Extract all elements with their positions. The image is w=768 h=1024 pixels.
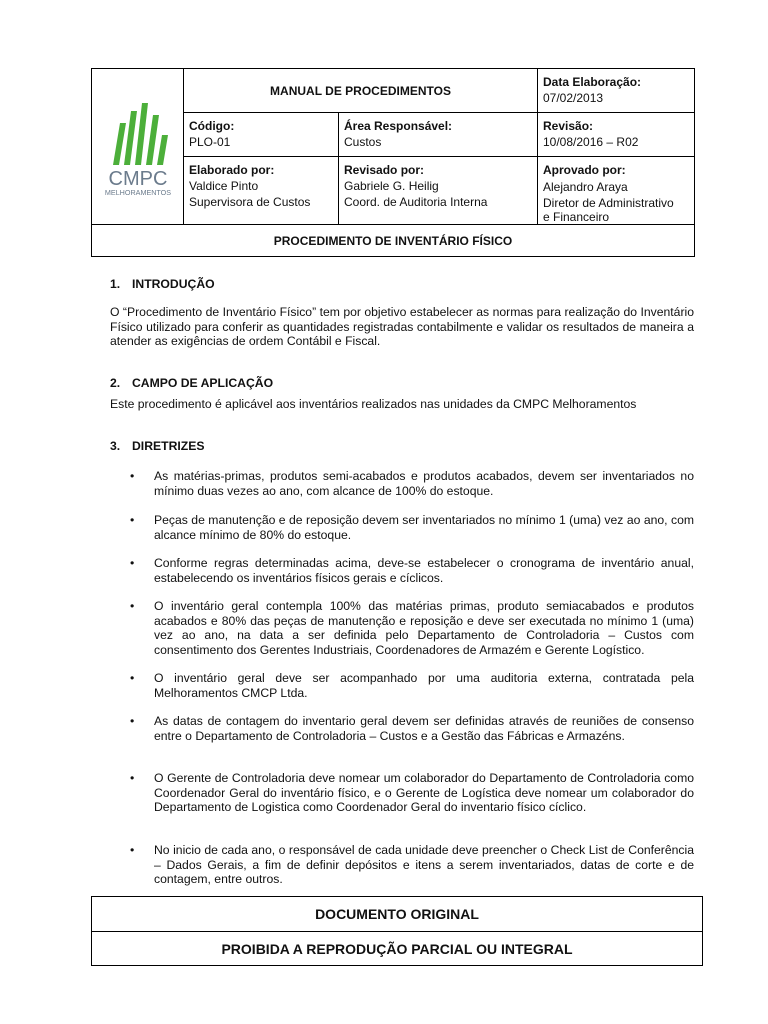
data-elaboracao-value: 07/02/2013 — [543, 91, 604, 105]
bullet-icon: • — [130, 714, 135, 728]
elaborado-role: Supervisora de Custos — [189, 195, 311, 209]
cmpc-logo — [103, 93, 173, 197]
bullet-icon: • — [130, 469, 135, 483]
list-item-text: As matérias-primas, produtos semi-acabados e produtos acabados, devem ser inventariados no mínimo duas vezes ao ano, com alcance de 100% do estoque. — [154, 469, 694, 498]
aprovado-label: Aprovado por: — [543, 163, 626, 177]
footer-proibida-reproducao: PROIBIDA A REPRODUÇÃO PARCIAL OU INTEGRAL — [221, 941, 573, 957]
bullet-icon: • — [130, 671, 135, 685]
aprovado-name: Alejandro Araya — [543, 180, 628, 194]
revisao-label: Revisão: — [543, 119, 594, 133]
list-item — [130, 843, 694, 887]
section-number: 1. — [110, 277, 121, 291]
logo-subtext: MELHORAMENTOS — [104, 187, 171, 197]
elaborado-name: Valdice Pinto — [189, 179, 259, 193]
revisado-role: Coord. de Auditoria Interna — [344, 195, 488, 209]
list-item — [130, 556, 694, 585]
list-item-text: No inicio de cada ano, o responsável de cada unidade deve preencher o Check List de Conferência – Dados Gerais, a fim de definir depósitos e itens a serem inventariados, datas de corte e de contagem, entre outros. — [154, 843, 694, 886]
area-responsavel-value: Custos — [344, 135, 382, 149]
elaborado-label: Elaborado por: — [189, 163, 275, 177]
list-item-text: O inventário geral contempla 100% das matérias primas, produto semiacabados e produtos acabados e 80% das peças de manutenção e reposição e deve ser executada no mínimo 1 (uma) vez ao ano, na data a ser definida pelo Departamento de Controladoria – Custos com consentimento dos Gerentes Industriais, Coordenadores de Armazém e Gerente Logístico. — [154, 599, 694, 657]
revisado-cell — [339, 157, 538, 225]
logo-text: CMPC — [108, 167, 167, 190]
aprovado-cell — [538, 157, 695, 225]
list-item — [130, 671, 694, 700]
manual-title: MANUAL DE PROCEDIMENTOS — [184, 69, 538, 113]
revisado-name: Gabriele G. Heilig — [344, 179, 439, 193]
data-elaboracao-cell — [538, 69, 695, 113]
list-item — [130, 469, 694, 498]
list-item — [130, 714, 694, 743]
elaborado-cell — [184, 157, 339, 225]
bullet-icon: • — [130, 513, 135, 527]
list-item-text: O Gerente de Controladoria deve nomear um colaborador do Departamento de Controladoria como Coordenador Geral do inventário físico, e o Gerente de Logística deve nomear um colaborador do Departamento de Logistica como Coordenador Geral do inventario físico cíclico. — [154, 771, 694, 814]
aprovado-role-1: Diretor de Administrativo — [543, 196, 674, 210]
logo-cell — [92, 69, 184, 225]
document-header-table — [91, 68, 695, 257]
aprovado-role-2: e Financeiro — [543, 210, 610, 224]
codigo-label: Código: — [189, 119, 235, 133]
section-diretrizes-heading — [110, 439, 204, 453]
area-responsavel-cell — [339, 113, 538, 157]
logo-bars-icon — [113, 103, 168, 165]
bullet-icon: • — [130, 556, 135, 570]
list-item-text: Conforme regras determinadas acima, deve-se estabelecer o cronograma de inventário anual, estabelecendo os inventários físicos gerais e cíclicos. — [154, 556, 694, 585]
list-item — [130, 513, 694, 542]
revisado-label: Revisado por: — [344, 163, 425, 177]
revisao-value: 10/08/2016 – R02 — [543, 135, 639, 149]
footer-documento-original: DOCUMENTO ORIGINAL — [92, 897, 702, 932]
footer-notice-box — [91, 896, 703, 966]
procedure-title: PROCEDIMENTO DE INVENTÁRIO FÍSICO — [92, 225, 695, 257]
revisao-cell — [538, 113, 695, 157]
bullet-icon: • — [130, 843, 135, 857]
list-item — [130, 599, 694, 657]
area-responsavel-label: Área Responsável: — [344, 119, 453, 133]
section-introducao-heading — [110, 277, 215, 291]
data-elaboracao-label: Data Elaboração: — [543, 75, 642, 89]
codigo-cell — [184, 113, 339, 157]
codigo-value: PLO-01 — [189, 135, 231, 149]
section-number: 2. — [110, 376, 121, 390]
bullet-icon: • — [130, 599, 135, 613]
list-item-text: Peças de manutenção e de reposição devem ser inventariados no mínimo 1 (uma) vez ao ano, com alcance mínimo de 80% do estoque. — [154, 513, 694, 542]
section-campo-aplicacao-heading — [110, 376, 273, 390]
bullet-icon: • — [130, 771, 135, 785]
section-campo-aplicacao-text: Este procedimento é aplicável aos inventários realizados nas unidades da CMPC Melhoramentos — [110, 397, 637, 411]
section-title: CAMPO DE APLICAÇÃO — [132, 376, 274, 390]
list-item-text: As datas de contagem do inventario geral devem ser definidas através de reuniões de consenso entre o Departamento de Controladoria – Custos e a Gestão das Fábricas e Armazéns. — [154, 714, 694, 743]
section-title: DIRETRIZES — [132, 439, 205, 453]
section-number: 3. — [110, 439, 121, 453]
list-item — [130, 771, 694, 815]
section-title: INTRODUÇÃO — [132, 277, 215, 291]
list-item-text: O inventário geral deve ser acompanhado por uma auditoria externa, contratada pela Melhoramentos CMCP Ltda. — [154, 671, 694, 700]
section-introducao-text: O “Procedimento de Inventário Físico” tem por objetivo estabelecer as normas para realização do Inventário Físico utilizado para conferir as quantidades registradas contabilmente e validar os resultados de maneira a atender as exigências de ordem Contábil e Fiscal. — [110, 305, 694, 348]
